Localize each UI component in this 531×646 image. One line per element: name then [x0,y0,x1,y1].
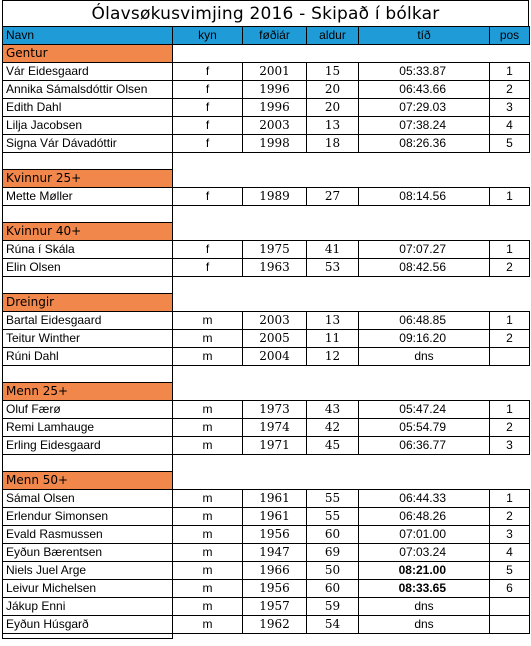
cell-year: 1961 [243,508,307,526]
table-row [3,580,530,598]
cell-pos: 1 [490,312,530,330]
cell-kyn: f [173,241,243,259]
group-label: Dreingir [3,294,173,312]
cell-pos: 1 [490,188,530,206]
header-fodiar: føðiár [243,27,307,45]
cell-kyn: f [173,259,243,277]
cell-time: 06:48.26 [359,508,490,526]
cell-kyn: m [173,580,243,598]
spacer-cell [3,455,173,472]
cell-pos: 5 [490,135,530,153]
cell-year: 1973 [243,401,307,419]
cell-kyn: f [173,99,243,117]
cell-pos: 2 [490,81,530,99]
table-row [3,598,530,616]
cell-kyn: f [173,117,243,135]
cell-time: 08:21.00 [359,562,490,580]
cell-year: 1961 [243,490,307,508]
cell-kyn: m [173,348,243,366]
cell-name: Lilja Jacobsen [3,117,173,135]
group-filler [173,472,530,490]
cell-kyn: m [173,330,243,348]
cell-year: 1962 [243,616,307,634]
cell-name: Vár Eidesgaard [3,63,173,81]
group-filler [173,223,530,241]
cell-year: 1957 [243,598,307,616]
cell-time: 08:14.56 [359,188,490,206]
spacer-row [3,366,530,383]
table-row [3,562,530,580]
cell-time: 07:29.03 [359,99,490,117]
cell-age: 50 [307,562,359,580]
results-table-body [3,27,530,639]
table-row [3,419,530,437]
cell-kyn: f [173,188,243,206]
cell-year: 1956 [243,580,307,598]
cell-time: dns [359,598,490,616]
cell-name: Oluf Færø [3,401,173,419]
cell-year: 1971 [243,437,307,455]
cell-age: 13 [307,117,359,135]
header-aldur: aldur [307,27,359,45]
group-header-row [3,223,530,241]
group-header-row [3,294,530,312]
cell-pos: 2 [490,259,530,277]
cell-age: 15 [307,63,359,81]
cell-age: 59 [307,598,359,616]
cell-time: 08:33.65 [359,580,490,598]
cell-time: 07:38.24 [359,117,490,135]
cell-year: 1966 [243,562,307,580]
spacer-row [3,153,530,170]
cell-name: Rúni Dahl [3,348,173,366]
cell-time: 06:44.33 [359,490,490,508]
spacer-row [3,455,530,472]
cell-time: 06:43.66 [359,81,490,99]
cell-age: 60 [307,580,359,598]
cell-age: 12 [307,348,359,366]
results-table [2,26,530,639]
cell-pos: 4 [490,544,530,562]
cell-age: 18 [307,135,359,153]
header-tid: tíð [359,27,490,45]
cell-name: Edith Dahl [3,99,173,117]
cell-name: Bartal Eidesgaard [3,312,173,330]
cell-pos [490,348,530,366]
cell-kyn: m [173,544,243,562]
cell-pos: 5 [490,562,530,580]
cell-age: 41 [307,241,359,259]
cell-time: 06:48.85 [359,312,490,330]
cell-year: 2003 [243,312,307,330]
table-row [3,544,530,562]
cell-year: 1963 [243,259,307,277]
table-row [3,312,530,330]
spacer-cell [173,634,530,639]
cell-time: 09:16.20 [359,330,490,348]
cell-name: Mette Møller [3,188,173,206]
cell-year: 1956 [243,526,307,544]
cell-year: 1975 [243,241,307,259]
cell-age: 43 [307,401,359,419]
cell-kyn: m [173,562,243,580]
cell-year: 2005 [243,330,307,348]
cell-time: 08:42.56 [359,259,490,277]
cell-time: 05:54.79 [359,419,490,437]
cell-pos: 3 [490,526,530,544]
cell-age: 55 [307,490,359,508]
cell-year: 1996 [243,81,307,99]
table-row [3,117,530,135]
cell-year: 1998 [243,135,307,153]
cell-kyn: m [173,490,243,508]
spacer-cell [3,153,173,170]
group-header-row [3,170,530,188]
cell-kyn: m [173,419,243,437]
table-row [3,616,530,634]
cell-kyn: m [173,526,243,544]
group-filler [173,383,530,401]
group-filler [173,294,530,312]
header-navn: Navn [3,27,173,45]
cell-kyn: m [173,598,243,616]
cell-pos: 1 [490,490,530,508]
cell-name: Erlendur Simonsen [3,508,173,526]
table-row [3,63,530,81]
table-row [3,401,530,419]
cell-kyn: f [173,81,243,99]
header-pos: pos [490,27,530,45]
cell-pos: 3 [490,99,530,117]
cell-name: Erling Eidesgaard [3,437,173,455]
cell-name: Annika Sámalsdóttir Olsen [3,81,173,99]
cell-time: 07:03.24 [359,544,490,562]
spacer-cell [173,366,530,383]
cell-kyn: m [173,312,243,330]
cell-pos: 6 [490,580,530,598]
spacer-cell [3,277,173,294]
cell-name: Elin Olsen [3,259,173,277]
spacer-cell [173,206,530,223]
cell-year: 1989 [243,188,307,206]
cell-year: 1996 [243,99,307,117]
cell-kyn: m [173,401,243,419]
group-label: Menn 50+ [3,472,173,490]
cell-pos: 2 [490,508,530,526]
spacer-row [3,206,530,223]
table-row [3,508,530,526]
cell-time: 08:26.36 [359,135,490,153]
table-row [3,437,530,455]
spacer-cell [3,206,173,223]
group-filler [173,45,530,63]
cell-year: 1947 [243,544,307,562]
cell-time: 07:01.00 [359,526,490,544]
cell-age: 27 [307,188,359,206]
spacer-cell [3,634,173,639]
cell-name: Eyðun Húsgarð [3,616,173,634]
cell-age: 20 [307,99,359,117]
group-header-row [3,472,530,490]
spacer-row [3,277,530,294]
table-row [3,188,530,206]
cell-age: 55 [307,508,359,526]
cell-pos: 4 [490,117,530,135]
cell-age: 54 [307,616,359,634]
cell-time: 07:07.27 [359,241,490,259]
cell-age: 45 [307,437,359,455]
cell-pos [490,598,530,616]
cell-name: Niels Juel Arge [3,562,173,580]
cell-time: 06:36.77 [359,437,490,455]
table-row [3,348,530,366]
table-row [3,526,530,544]
group-label: Gentur [3,45,173,63]
cell-pos: 1 [490,401,530,419]
cell-name: Rúna í Skála [3,241,173,259]
cell-pos: 2 [490,419,530,437]
cell-pos [490,616,530,634]
cell-age: 42 [307,419,359,437]
group-header-row [3,383,530,401]
group-label: Kvinnur 25+ [3,170,173,188]
cell-pos: 1 [490,63,530,81]
cell-name: Jákup Enni [3,598,173,616]
cell-kyn: m [173,437,243,455]
cell-time: 05:47.24 [359,401,490,419]
cell-kyn: m [173,508,243,526]
cell-year: 2004 [243,348,307,366]
cell-age: 53 [307,259,359,277]
cell-age: 11 [307,330,359,348]
group-filler [173,170,530,188]
cell-kyn: f [173,63,243,81]
table-row [3,241,530,259]
cell-name: Teitur Winther [3,330,173,348]
header-kyn: kyn [173,27,243,45]
spacer-cell [173,455,530,472]
cell-time: dns [359,348,490,366]
cell-name: Remi Lamhauge [3,419,173,437]
table-row [3,99,530,117]
cell-time: dns [359,616,490,634]
cell-time: 05:33.87 [359,63,490,81]
spacer-cell [173,153,530,170]
cell-age: 13 [307,312,359,330]
group-label: Kvinnur 40+ [3,223,173,241]
table-row [3,330,530,348]
header-row [3,27,530,45]
table-row [3,135,530,153]
group-label: Menn 25+ [3,383,173,401]
cell-age: 60 [307,526,359,544]
cell-name: Evald Rasmussen [3,526,173,544]
table-row [3,81,530,99]
cell-pos: 2 [490,330,530,348]
cell-kyn: f [173,135,243,153]
cell-name: Leivur Michelsen [3,580,173,598]
cell-pos: 1 [490,241,530,259]
cell-name: Signa Vár Dávadóttir [3,135,173,153]
cell-name: Sámal Olsen [3,490,173,508]
spacer-cell [3,366,173,383]
cell-year: 2003 [243,117,307,135]
table-row [3,259,530,277]
cell-pos: 3 [490,437,530,455]
cell-year: 1974 [243,419,307,437]
group-header-row [3,45,530,63]
cell-age: 20 [307,81,359,99]
cell-age: 69 [307,544,359,562]
spacer-row [3,634,530,639]
table-row [3,490,530,508]
cell-kyn: m [173,616,243,634]
cell-name: Eyðun Bærentsen [3,544,173,562]
cell-year: 2001 [243,63,307,81]
spacer-cell [173,277,530,294]
sheet-title: Ólavsøkusvimjing 2016 - Skipað í bólkar [2,0,529,26]
